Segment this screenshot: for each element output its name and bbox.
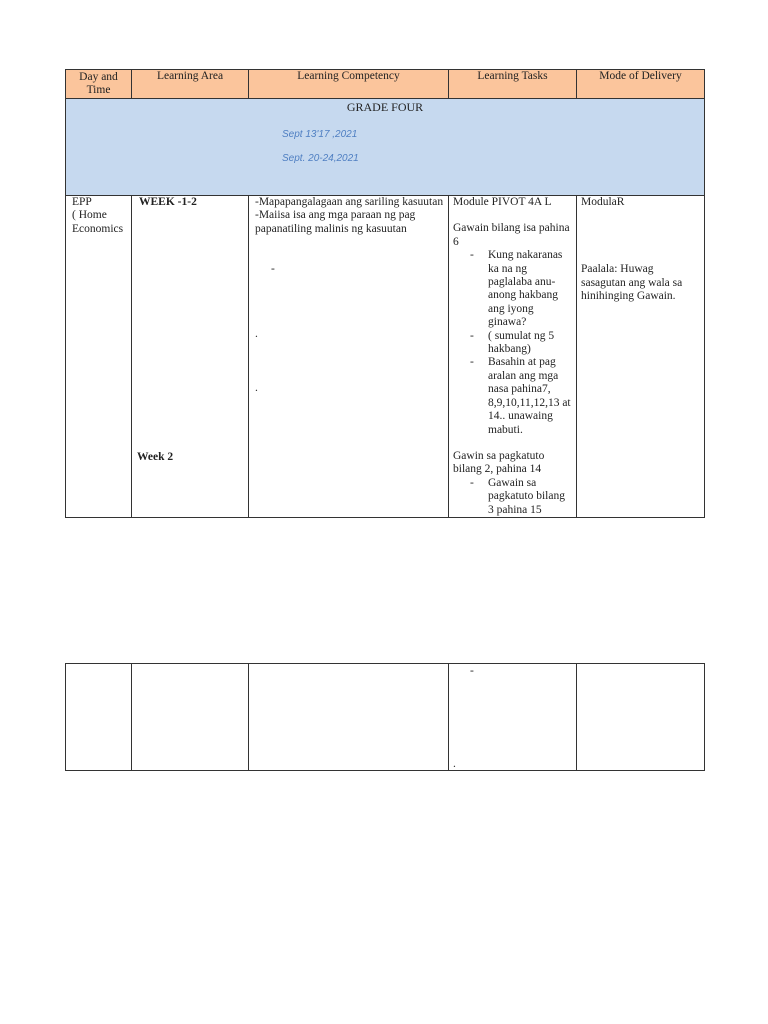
date-range-1: Sept 13'17 ,2021 [282, 129, 358, 140]
week-label-1: WEEK -1-2 [139, 196, 197, 208]
header-learning-area: Learning Area [132, 70, 249, 99]
continuation-dash: - [470, 665, 474, 677]
dash-bullet: - [470, 476, 474, 489]
empty-cell [249, 664, 449, 771]
empty-cell [577, 664, 705, 771]
delivery-mode: ModulaR [581, 196, 625, 208]
grade-band-row [66, 99, 705, 196]
tasks-list-2 [453, 477, 572, 517]
dash-bullet: - [470, 329, 474, 342]
tasks-list-1 [453, 249, 572, 437]
date-range-2: Sept. 20-24,2021 [282, 153, 359, 164]
continuation-row [66, 664, 705, 771]
continuation-dot: . [453, 758, 456, 770]
lesson-plan-table [65, 69, 705, 518]
lesson-row [66, 196, 705, 518]
competency-line-2: -Maiisa isa ang mga paraan ng pag papanatiling malinis ng kasuutan [255, 209, 416, 235]
competency-dash: - [271, 263, 275, 275]
continuation-tasks-cell [449, 664, 577, 771]
competency-dot-2: . [255, 382, 258, 394]
list-item: - ( sumulat ng 5 hakbang) [470, 329, 555, 356]
list-item: - Gawain sa pagkatuto bilang 3 pahina 15 [470, 476, 565, 516]
header-mode-of-delivery: Mode of Delivery [577, 70, 705, 99]
header-learning-tasks: Learning Tasks [449, 70, 577, 99]
competency-line-1: -Mapapangalagaan ang sariling kasuutan [255, 196, 444, 208]
grade-title: GRADE FOUR [346, 100, 424, 114]
list-item: - Kung nakaranas ka na ng paglalaba anu-anong hakbang ang iyong ginawa? [470, 249, 563, 329]
learning-area-cell [132, 196, 249, 518]
competency-dot-1: . [255, 328, 258, 340]
delivery-cell [577, 196, 705, 518]
day-time-cell [66, 196, 132, 518]
continuation-table [65, 663, 705, 771]
dash-bullet: - [470, 249, 474, 262]
week-label-2: Week 2 [137, 451, 174, 463]
header-day-time: Day and Time [66, 70, 132, 99]
dash-bullet: - [470, 356, 474, 369]
grade-band [66, 99, 705, 196]
tasks-gawain-1: Gawain bilang isa pahina 6 [453, 222, 570, 248]
tasks-gawain-2: Gawin sa pagkatuto bilang 2, pahina 14 [453, 449, 545, 476]
header-row [66, 70, 705, 99]
empty-cell [132, 664, 249, 771]
delivery-note: Paalala: Huwag sasagutan ang wala sa hinihinging Gawain. [581, 263, 683, 303]
empty-cell [66, 664, 132, 771]
competency-cell [249, 196, 449, 518]
day-time-text: EPP ( Home Economics [72, 196, 124, 235]
tasks-cell [449, 196, 577, 518]
header-learning-competency: Learning Competency [249, 70, 449, 99]
list-item: - Basahin at pag aralan ang mga nasa pahina7, 8,9,10,11,12,13 at 14.. unawaing mabuti. [470, 356, 571, 436]
tasks-module: Module PIVOT 4A L [453, 196, 552, 208]
